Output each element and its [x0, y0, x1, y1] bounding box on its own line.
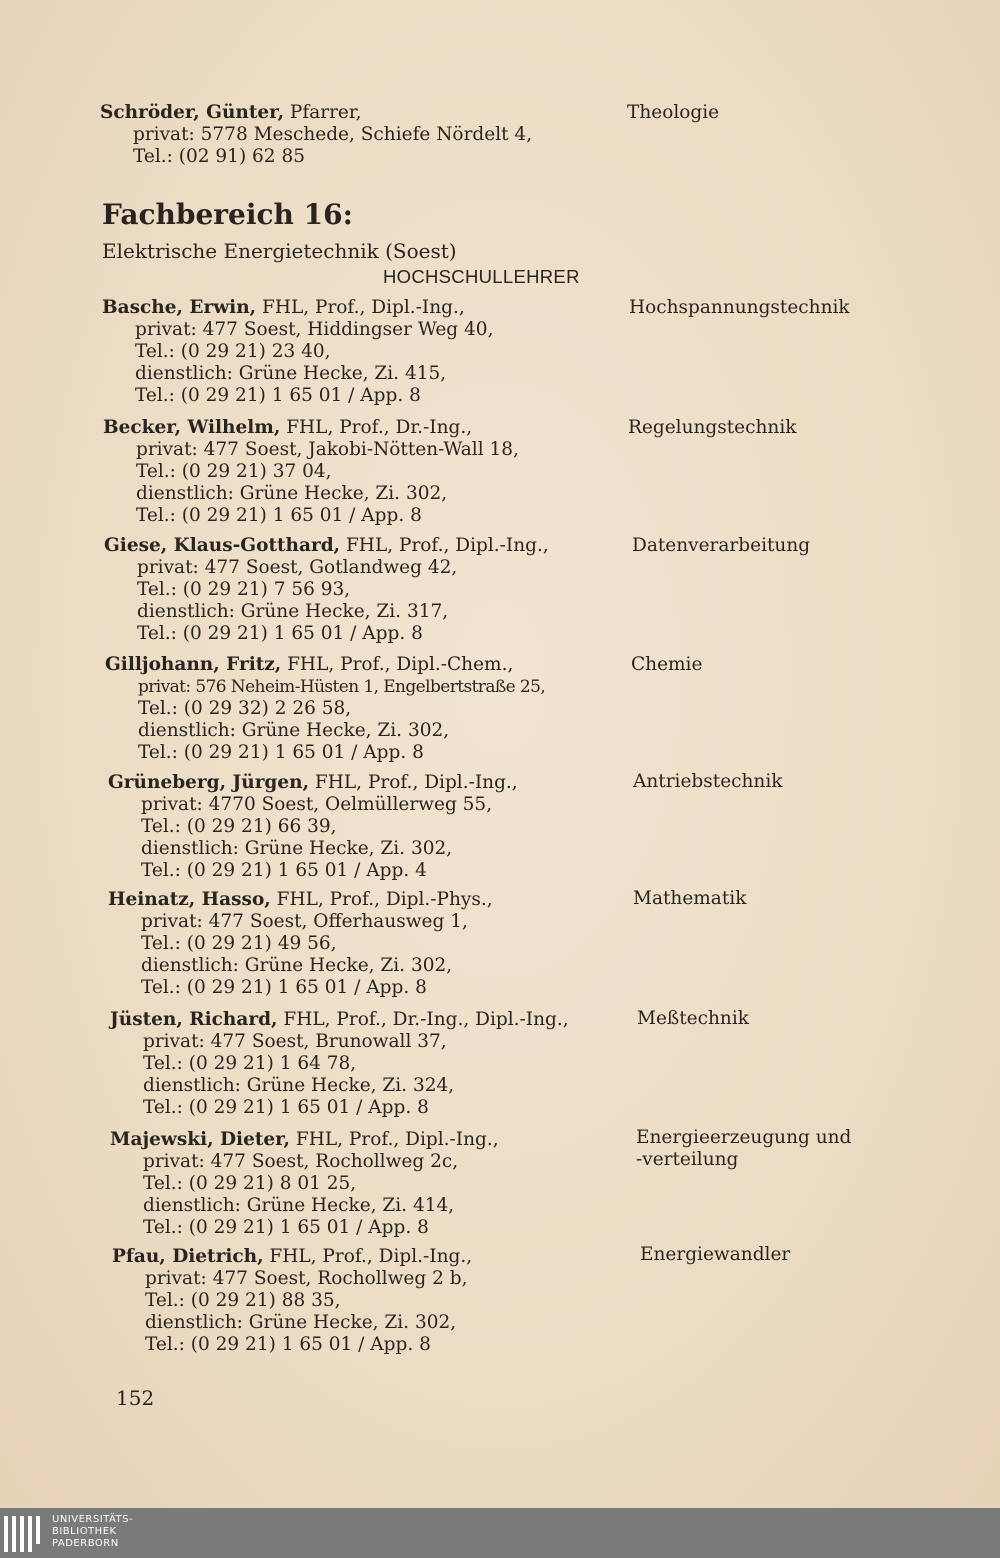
entry-field: Datenverarbeitung — [632, 535, 811, 556]
entry-private-address: privat: 4770 Soest, Oelmüllerweg 55, — [141, 794, 493, 815]
entry-name: Becker, Wilhelm, — [103, 417, 281, 438]
entry-name-line — [102, 297, 493, 319]
entry-private-address: privat: 477 Soest, Brunowall 37, — [143, 1031, 447, 1052]
entry-office-address: dienstlich: Grüne Hecke, Zi. 302, — [138, 720, 450, 741]
entry-juesten — [110, 1009, 569, 1119]
entry-heinatz — [108, 889, 493, 999]
entry-field: Meßtechnik — [637, 1008, 749, 1029]
entry-private-address: privat: 477 Soest, Rochollweg 2 b, — [145, 1268, 468, 1289]
entry-name: Heinatz, Hasso, — [108, 889, 271, 910]
entry-private-address: privat: 576 Neheim-Hüsten 1, Engelbertstraße 25, — [138, 677, 546, 697]
entry-office-phone: Tel.: (0 29 21) 1 65 01 / App. 8 — [138, 742, 424, 763]
entry-field: Antriebstechnik — [633, 771, 783, 792]
entry-title: FHL, Prof., Dipl.-Ing., — [309, 772, 518, 793]
entry-field: Energiewandler — [640, 1244, 791, 1265]
entry-private-phone: Tel.: (0 29 21) 49 56, — [141, 933, 337, 954]
entry-private-phone: Tel.: (0 29 21) 8 01 25, — [143, 1173, 357, 1194]
entry-name-line — [108, 772, 518, 794]
entry-office-address: dienstlich: Grüne Hecke, Zi. 302, — [141, 955, 453, 976]
entry-field — [636, 1127, 851, 1171]
entry-office-phone: Tel.: (0 29 21) 1 65 01 / App. 4 — [141, 860, 427, 881]
entry-private-phone: Tel.: (0 29 32) 2 26 58, — [138, 698, 352, 719]
entry-title: Pfarrer, — [284, 102, 362, 123]
entry-private-address: privat: 477 Soest, Offerhausweg 1, — [141, 911, 468, 932]
library-name-line-3: PADERBORN — [52, 1538, 119, 1549]
entry-title: FHL, Prof., Dr.-Ing., Dipl.-Ing., — [277, 1009, 569, 1030]
entry-name: Basche, Erwin, — [102, 297, 257, 318]
entry-private-phone: Tel.: (0 29 21) 7 56 93, — [137, 579, 351, 600]
section-subheading: Elektrische Energietechnik (Soest) — [102, 239, 457, 263]
entry-name-line — [105, 654, 545, 676]
entry-gilljohann — [105, 654, 545, 764]
entry-office-address: dienstlich: Grüne Hecke, Zi. 302, — [145, 1312, 457, 1333]
entry-name-line — [110, 1009, 569, 1031]
entry-office-address: dienstlich: Grüne Hecke, Zi. 302, — [136, 483, 448, 504]
entry-name-line — [108, 889, 493, 911]
entry-office-phone: Tel.: (0 29 21) 1 65 01 / App. 8 — [135, 385, 421, 406]
entry-field-line-2: -verteilung — [636, 1149, 739, 1170]
entry-giese — [104, 535, 549, 645]
entry-schroeder — [100, 102, 532, 168]
entry-address: privat: 5778 Meschede, Schiefe Nördelt 4, — [133, 124, 533, 145]
page-number: 152 — [116, 1386, 155, 1410]
entry-pfau — [112, 1246, 472, 1356]
entry-office-phone: Tel.: (0 29 21) 1 65 01 / App. 8 — [143, 1217, 429, 1238]
entry-title: FHL, Prof., Dipl.-Chem., — [281, 654, 514, 675]
entry-field: Mathematik — [633, 888, 747, 909]
entry-private-phone: Tel.: (0 29 21) 88 35, — [145, 1290, 341, 1311]
entry-title: FHL, Prof., Dipl.-Ing., — [290, 1129, 499, 1150]
entry-office-phone: Tel.: (0 29 21) 1 65 01 / App. 8 — [141, 977, 427, 998]
entry-private-address: privat: 477 Soest, Gotlandweg 42, — [137, 557, 458, 578]
entry-title: FHL, Prof., Dr.-Ing., — [280, 417, 473, 438]
entry-grueneberg — [108, 772, 518, 882]
library-logo-icon — [4, 1516, 44, 1552]
entry-field: Regelungstechnik — [628, 417, 797, 438]
library-name-line-1: UNIVERSITÄTS- — [52, 1514, 134, 1525]
entry-title: FHL, Prof., Dipl.-Ing., — [263, 1246, 473, 1267]
entry-name-line — [100, 102, 532, 124]
entry-office-address: dienstlich: Grüne Hecke, Zi. 317, — [137, 601, 449, 622]
entry-private-address: privat: 477 Soest, Rochollweg 2c, — [143, 1151, 459, 1172]
entry-private-phone: Tel.: (0 29 21) 37 04, — [136, 461, 332, 482]
entry-office-phone: Tel.: (0 29 21) 1 65 01 / App. 8 — [145, 1334, 431, 1355]
entry-majewski — [110, 1129, 499, 1239]
entry-office-phone: Tel.: (0 29 21) 1 65 01 / App. 8 — [143, 1097, 429, 1118]
section-heading: Fachbereich 16: — [102, 198, 353, 231]
entry-phone: Tel.: (02 91) 62 85 — [133, 146, 306, 167]
entry-private-phone: Tel.: (0 29 21) 23 40, — [135, 341, 331, 362]
entry-basche — [102, 297, 493, 407]
entry-name: Grüneberg, Jürgen, — [108, 772, 310, 793]
library-footer — [0, 1508, 1000, 1558]
category-heading: HOCHSCHULLEHRER — [383, 266, 580, 287]
entry-name: Majewski, Dieter, — [110, 1129, 290, 1150]
entry-office-phone: Tel.: (0 29 21) 1 65 01 / App. 8 — [137, 623, 423, 644]
entry-field: Theologie — [627, 102, 720, 123]
entry-private-phone: Tel.: (0 29 21) 66 39, — [141, 816, 337, 837]
entry-private-address: privat: 477 Soest, Hiddingser Weg 40, — [135, 319, 494, 340]
entry-title: FHL, Prof., Dipl.-Ing., — [256, 297, 465, 318]
entry-field: Hochspannungstechnik — [629, 297, 850, 318]
entry-field-line-1: Energieerzeugung und — [636, 1127, 852, 1148]
library-name-line-2: BIBLIOTHEK — [52, 1526, 117, 1537]
entry-name: Pfau, Dietrich, — [112, 1246, 264, 1267]
entry-name: Giese, Klaus-Gotthard, — [104, 535, 341, 556]
entry-private-address: privat: 477 Soest, Jakobi-Nötten-Wall 18, — [136, 439, 519, 460]
entry-name: Gilljohann, Fritz, — [105, 654, 282, 675]
entry-becker — [103, 417, 519, 527]
entry-office-address: dienstlich: Grüne Hecke, Zi. 415, — [135, 363, 447, 384]
entry-name: Schröder, Günter, — [100, 102, 285, 123]
library-name — [52, 1514, 133, 1550]
entry-name: Jüsten, Richard, — [110, 1009, 278, 1030]
entry-name-line — [112, 1246, 472, 1268]
entry-office-address: dienstlich: Grüne Hecke, Zi. 302, — [141, 838, 453, 859]
entry-title: FHL, Prof., Dipl.-Ing., — [340, 535, 549, 556]
entry-private-phone: Tel.: (0 29 21) 1 64 78, — [143, 1053, 357, 1074]
entry-office-address: dienstlich: Grüne Hecke, Zi. 414, — [143, 1195, 455, 1216]
entry-name-line — [104, 535, 549, 557]
entry-name-line — [103, 417, 519, 439]
entry-office-address: dienstlich: Grüne Hecke, Zi. 324, — [143, 1075, 455, 1096]
entry-name-line — [110, 1129, 499, 1151]
entry-field: Chemie — [631, 654, 703, 675]
entry-title: FHL, Prof., Dipl.-Phys., — [270, 889, 493, 910]
entry-office-phone: Tel.: (0 29 21) 1 65 01 / App. 8 — [136, 505, 422, 526]
